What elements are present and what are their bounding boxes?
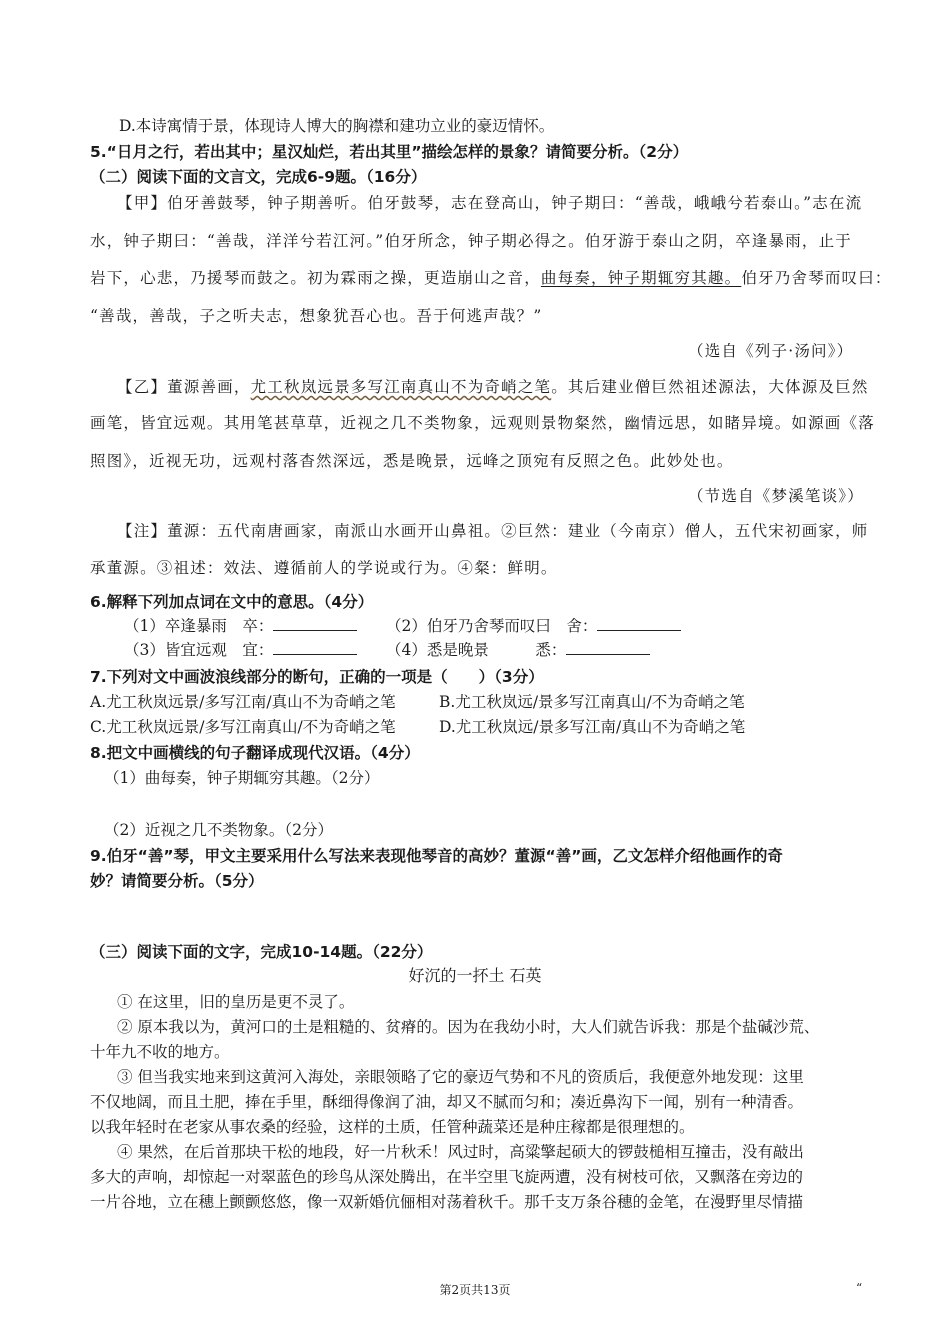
q6-item-1 (124, 616, 357, 636)
essay-paragraph: 以我年轻时在老家从事农桑的经验，这样的土质，任管种蔬菜还是种庄稼都是很理想的。 (90, 1118, 695, 1136)
jia-line: “善哉，善哉，子之听夫志，想象犹吾心也。吾于何逃声哉？” (90, 307, 543, 325)
q7-option-a[interactable]: A.尤工秋岚远景/多写江南/真山不为奇峭之笔 (90, 693, 396, 711)
answer-blank[interactable] (597, 616, 681, 631)
essay-paragraph: 多大的声响，却惊起一对翠蓝色的珍鸟从深处腾出，在半空里飞旋两遭，没有树枝可依，又飘落在旁边的 (90, 1168, 804, 1186)
answer-blank[interactable] (566, 640, 650, 655)
q6-title: 6.解释下列加点词在文中的意思。（4分） (90, 593, 374, 611)
jia-source: （选自《列子·汤问》） (688, 342, 854, 360)
jia-line: 【甲】伯牙善鼓琴，钟子期善听。伯牙鼓琴，志在登高山，钟子期曰：“善哉，峨峨兮若泰山。”志在流 (117, 194, 863, 212)
q7-option-c[interactable]: C.尤工秋岚远景/多写江南真山/不为奇峭之笔 (90, 718, 396, 736)
essay-title: 好沉的一抔土 石英 (408, 966, 542, 985)
essay-paragraph: ① 在这里，旧的皇历是更不灵了。 (117, 993, 355, 1011)
q7-option-b[interactable]: B.尤工秋岚远/景多写江南真山/不为奇峭之笔 (439, 693, 745, 711)
footer-mark: “ (856, 1281, 863, 1295)
essay-paragraph: 不仅地阔，而且土肥，捧在手里，酥细得像润了油，却又不腻而匀和；凑近鼻沟下一闻，别有一种清香。 (90, 1093, 804, 1111)
jia-line: 水，钟子期曰：“善哉，洋洋兮若江河。”伯牙所念，钟子期必得之。伯牙游于泰山之阴，卒逢暴雨，止于 (90, 232, 853, 250)
page-number: 第2页共13页 (439, 1283, 511, 1297)
answer-blank[interactable] (273, 640, 357, 655)
essay-paragraph: 一片谷地，立在穗上颤颤悠悠，像一双新婚伉俪相对荡着秋千。那千支万条谷穗的金笔，在漫野里尽情描 (90, 1193, 804, 1211)
q9-line: 9.伯牙“善”琴，甲文主要采用什么写法来表现他琴音的高妙？董源“善”画，乙文怎样介绍他画作的奇 (90, 847, 783, 865)
yi-source: （节选自《梦溪笔谈》） (688, 487, 864, 505)
q4-option-d: D.本诗寓情于景，体现诗人博大的胸襟和建功立业的豪迈情怀。 (119, 117, 555, 135)
section-3-title: （三）阅读下面的文字，完成10-14题。（22分） (90, 943, 433, 961)
jia-text: 伯牙乃舍琴而叹曰： (741, 269, 892, 287)
q6-item-3-label: （3）皆宜远观 宜： (124, 641, 274, 659)
essay-paragraph: ② 原本我以为，黄河口的土是粗糙的、贫瘠的。因为在我幼小时，大人们就告诉我：那是个盐碱沙荒、 (117, 1018, 820, 1036)
q8-item-1: （1）曲每奏，钟子期辄穷其趣。（2分） (104, 769, 380, 787)
q8-item-2: （2）近视之几不类物象。（2分） (104, 821, 333, 839)
yi-line (117, 377, 869, 397)
q6-item-4-label: （4）悉是晚景 悉： (386, 641, 567, 659)
wavy-underlined-text: 尤工秋岚远景多写江南真山不为奇峭之笔 (250, 378, 552, 396)
q6-item-2 (386, 616, 681, 636)
q6-item-1-label: （1）卒逢暴雨 卒： (124, 617, 274, 635)
yi-line: 照图》，近视无功，远观村落杳然深远，悉是晚景，远峰之顶宛有反照之色。此妙处也。 (90, 452, 734, 470)
essay-paragraph: ③ 但当我实地来到这黄河入海处，亲眼领略了它的豪迈气势和不凡的资质后，我便意外地发现：这里 (117, 1068, 804, 1086)
q9-line: 妙？请简要分析。（5分） (90, 872, 264, 890)
q8-title: 8.把文中画横线的句子翻译成现代汉语。（4分） (90, 744, 420, 762)
jia-line (90, 268, 892, 288)
q7-option-d[interactable]: D.尤工秋岚远/景多写江南/真山不为奇峭之笔 (439, 718, 746, 736)
underlined-sentence: 曲每奏，钟子期辄穷其趣。 (540, 269, 742, 287)
yi-text: 。其后建业僧巨然祖述源法，大体源及巨然 (551, 378, 869, 396)
section-2-title: （二）阅读下面的文言文，完成6-9题。（16分） (90, 168, 427, 186)
q7-title: 7.下列对文中画波浪线部分的断句，正确的一项是（ ）（3分） (90, 668, 544, 686)
essay-paragraph: 十年九不收的地方。 (90, 1043, 230, 1061)
q6-item-4 (386, 640, 650, 660)
yi-line: 画笔，皆宜远观。其用笔甚草草，近视之几不类物象，远观则景物粲然，幽情远思，如睹异境。如源画《落 (90, 414, 875, 432)
notes-line: 【注】董源：五代南唐画家，南派山水画开山鼻祖。②巨然：建业（今南京）僧人，五代宋初画家，师 (117, 522, 869, 540)
q6-item-2-label: （2）伯牙乃舍琴而叹曰 舍： (386, 617, 598, 635)
question-5: 5.“日月之行，若出其中；星汉灿烂，若出其里”描绘怎样的景象？请简要分析。（2分） (90, 143, 689, 161)
yi-text: 【乙】董源善画， (117, 378, 251, 396)
jia-text: 岩下，心悲，乃援琴而鼓之。初为霖雨之操，更造崩山之音， (90, 269, 541, 287)
essay-paragraph: ④ 果然，在后首那块干松的地段，好一片秋禾！风过时，高粱擎起硕大的锣鼓槌相互撞击，没有敲出 (117, 1143, 804, 1161)
notes-line: 承董源。③祖述：效法、遵循前人的学说或行为。④粲：鲜明。 (90, 559, 558, 577)
answer-blank[interactable] (273, 616, 357, 631)
q6-item-3 (124, 640, 357, 660)
